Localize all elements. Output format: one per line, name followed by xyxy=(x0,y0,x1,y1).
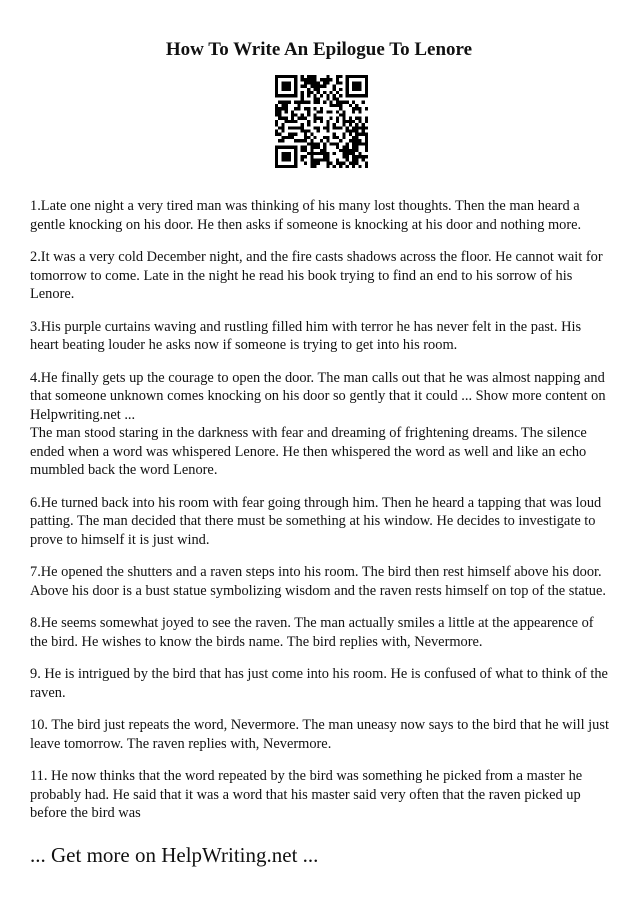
paragraph-9: 9. He is intrigued by the bird that has just come into his room. He is confused of what to think of the raven. xyxy=(30,666,608,701)
paragraph-5: The man stood staring in the darkness with fear and dreaming of frightening dreams. The silence ended when a word was whispered Lenore. He then whispered the word as well and like an echo mumbled back the word Lenore. xyxy=(30,425,587,478)
paragraph-1: 1.Late one night a very tired man was thinking of his many lost thoughts. Then the man heard a gentle knocking on his door. He then asks if someone is knocking at his door and nothing more. xyxy=(30,198,582,233)
paragraph-7: 7.He opened the shutters and a raven steps into his room. The bird then rest himself above his door. Above his door is a bust statue symbolizing wisdom and the raven rests himself on top of the statue. xyxy=(30,564,606,599)
paragraph-4: 4.He finally gets up the courage to open the door. The man calls out that he was almost napping and that someone unknown comes knocking on his door so gently that it could ... Show more content on Helpwriting.net ... xyxy=(30,369,606,423)
paragraph-8: 8.He seems somewhat joyed to see the raven. The man actually smiles a little at the appearence of the bird. He wishes to know the birds name. The bird replies with, Nevermore. xyxy=(30,615,594,650)
paragraph-6: 6.He turned back into his room with fear going through him. Then he heard a tapping that was loud patting. The man decided that there must be something at his window. He decides to investigate to prove to himself it is just wind. xyxy=(30,494,602,548)
footer-link-text[interactable]: ... Get more on HelpWriting.net ... xyxy=(30,843,319,867)
paragraph-3: 3.His purple curtains waving and rustling filled him with terror he has never felt in the past. His heart beating louder he asks now if someone is trying to get into his room. xyxy=(30,318,582,353)
paragraph-2: 2.It was a very cold December night, and the fire casts shadows across the floor. He cannot wait for tomorrow to come. Late in the night he read his book trying to find an end to his sorrow of his Lenore. xyxy=(30,249,603,302)
paragraph-10: 10. The bird just repeats the word, Nevermore. The man uneasy now says to the bird that he will just leave tomorrow. The raven replies with, Nevermore. xyxy=(30,717,609,752)
qr-code xyxy=(275,75,368,168)
document-body xyxy=(30,197,612,837)
document-title: How To Write An Epilogue To Lenore xyxy=(165,39,473,60)
paragraph-11: 11. He now thinks that the word repeated by the bird was something he picked from a master he probably had. He said that it was a word that his master said very often that the raven picked up before the bird was xyxy=(30,768,583,821)
